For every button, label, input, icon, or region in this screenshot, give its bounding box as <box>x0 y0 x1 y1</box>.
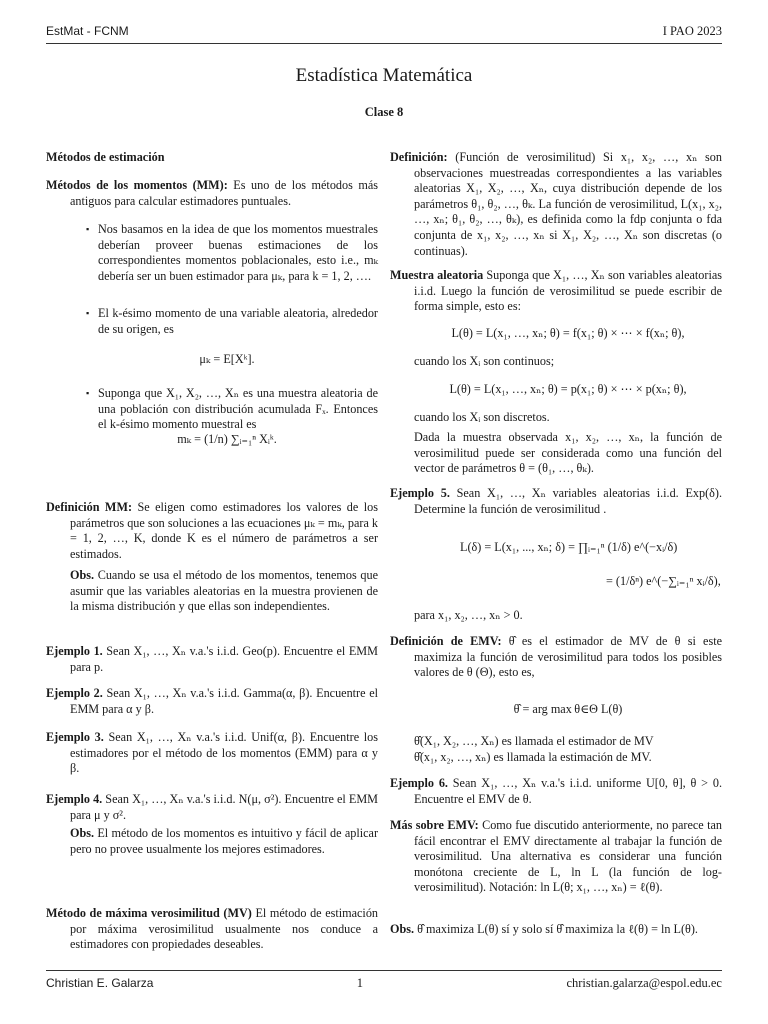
equation-discrete: L(θ) = L(x₁, …, xₙ; θ) = p(x₁; θ) × ⋯ × p(xₙ; θ), <box>449 382 687 396</box>
observed-sample-paragraph: Dada la muestra observada x₁, x₂, …, xₙ, la función de verosimilitud puede ser considerada como una función del vector de parámetros θ = (θ₁, …, θₖ). <box>414 430 722 476</box>
obs-2: Obs. El método de los momentos es intuitivo y fácil de aplicar pero no provee usualmente los mejores estimadores. <box>70 826 378 856</box>
more-emv: Más sobre EMV: Como fue discutido anteriormente, no parece tan fácil encontrar el EMV directamente al trabajar la función de verosimilitud. Una alternativa es considerar una función monótona creciente de L, ln L (la función de log-verosimilitud). Notación: ln L(θ; x₁, …, xₙ) = ℓ(θ). <box>390 818 722 895</box>
obs-1: Obs. Cuando se usa el método de los momentos, tenemos que asumir que las variables aleatorias en la muestra provienen de la misma distribución y que ellas son independientes. <box>70 568 378 614</box>
equation-exp-1: L(δ) = L(x₁, ..., xₙ; δ) = ∏ᵢ₌₁ⁿ (1/δ) e^(−xᵢ/δ) <box>460 540 678 554</box>
list-item: ▪ Nos basamos en la idea de que los momentos muestrales deberían proveer buenas estimaciones de los correspondientes momentos poblacionales, esto i.e., mₖ debería ser un buen estimador para μₖ, para k = 1, 2, …. <box>98 222 378 284</box>
mm-list-2 <box>46 306 378 337</box>
header-term: I PAO 2023 <box>662 24 722 38</box>
support-note: para x₁, x₂, …, xₙ > 0. <box>414 608 523 622</box>
header-course: EstMat - FCNM <box>46 24 129 38</box>
estimate-line: θ̂(x₁, x₂, …, xₙ) es llamada la estimación de MV. <box>414 750 652 764</box>
page-title: Estadística Matemática <box>295 65 473 86</box>
list-item: ▪ Suponga que X₁, X₂, …, Xₙ es una muestra aleatoria de una población con distribución acumulada Fₓ. Entonces el k-ésimo momento muestral es <box>98 386 378 433</box>
footer-author: Christian E. Galarza <box>46 976 154 990</box>
mm-list-3 <box>46 386 378 433</box>
example-2: Ejemplo 2. Sean X₁, …, Xₙ v.a.'s i.i.d. Gamma(α, β). Encuentre el EMM para α y β. <box>46 686 378 716</box>
def-likelihood: Definición: (Función de verosimilitud) Si x₁, x₂, …, xₙ son observaciones muestreadas correspondientes a las variables aleatorias X₁, X₂, …, Xₙ, cuya distribución depende de los parámetros θ₁, θ₂, …, θₖ. La función de verosimilitud, L(x₁, x₂, …, xₙ; θ₁, θ₂, …, θₖ), es definida como la fdp conjunta o fda conjunta de x₁, x₂, …, xₙ si X₁, X₂, …, Xₙ son discretas (o continuas). <box>390 150 722 258</box>
discrete-note: cuando los Xᵢ son discretos. <box>414 410 550 424</box>
footer-rule <box>46 970 722 971</box>
random-sample-paragraph: Muestra aleatoria Suponga que X₁, …, Xₙ son variables aleatorias i.i.d. Luego la función de verosimilitud se puede escribir de forma simple, esto es: <box>390 268 722 314</box>
equation-argmax: θ̂ = arg max θ∈Θ L(θ) <box>513 702 623 716</box>
equation-mu: μₖ = E[Xᵏ]. <box>199 352 255 366</box>
estimator-line: θ̂(X₁, X₂, …, Xₙ) es llamada el estimador de MV <box>414 734 654 748</box>
header-rule <box>46 43 722 44</box>
equation-mk: mₖ = (1/n) ∑ᵢ₌₁ⁿ Xᵢᵏ. <box>177 432 277 446</box>
page-subtitle: Clase 8 <box>364 105 404 119</box>
example-5: Ejemplo 5. Sean X₁, …, Xₙ variables aleatorias i.i.d. Exp(δ). Determine la función de verosimilitud . <box>390 486 722 516</box>
page-header <box>46 24 722 40</box>
def-emv: Definición de EMV: θ̂ es el estimador de MV de θ si este maximiza la función de verosimilitud para todos los posibles valores de θ (Θ), esto es, <box>390 634 723 680</box>
section-heading: Métodos de estimación <box>46 150 165 164</box>
continuous-note: cuando los Xᵢ son continuos; <box>414 354 555 368</box>
equation-exp-2: = (1/δⁿ) e^(−∑ᵢ₌₁ⁿ xᵢ/δ), <box>606 574 721 588</box>
page-footer <box>46 976 722 992</box>
example-3: Ejemplo 3. Sean X₁, …, Xₙ v.a.'s i.i.d. Unif(α, β). Encuentre los estimadores por el método de los momentos (EMM) para α y β. <box>46 730 378 776</box>
obs-emv: Obs. θ̂ maximiza L(θ) sí y solo sí θ̂ maximiza la ℓ(θ) = ln L(θ). <box>390 922 698 936</box>
page-number: 1 <box>356 976 364 990</box>
list-item: ▪ El k-ésimo momento de una variable aleatoria, alrededor de su origen, es <box>98 306 378 337</box>
equation-continuous: L(θ) = L(x₁, …, xₙ; θ) = f(x₁; θ) × ⋯ × f(xₙ; θ), <box>451 326 685 340</box>
example-4: Ejemplo 4. Sean X₁, …, Xₙ v.a.'s i.i.d. N(μ, σ²). Encuentre el EMM para μ y σ². <box>46 792 378 822</box>
example-1: Ejemplo 1. Sean X₁, …, Xₙ v.a.'s i.i.d. Geo(p). Encuentre el EMM para p. <box>46 644 378 674</box>
mv-paragraph: Método de máxima verosimilitud (MV) El método de estimación por máxima verosimilitud usualmente nos conduce a estimadores con propiedades deseables. <box>46 906 379 952</box>
footer-email: christian.galarza@espol.edu.ec <box>566 976 722 990</box>
mm-list <box>46 222 378 284</box>
def-mm-paragraph: Definición MM: Se eligen como estimadores los valores de los parámetros que son soluciones a las ecuaciones μₖ = mₖ, para k = 1, 2, …, K, donde K es el número de parámetros a ser estimados. <box>46 500 378 561</box>
example-6: Ejemplo 6. Sean X₁, …, Xₙ v.a.'s i.i.d. uniforme U[0, θ], θ > 0. Encuentre el EMV de θ. <box>390 776 722 806</box>
mm-paragraph: Métodos de los momentos (MM): Es uno de los métodos más antiguos para calcular estimadores puntuales. <box>46 178 378 208</box>
